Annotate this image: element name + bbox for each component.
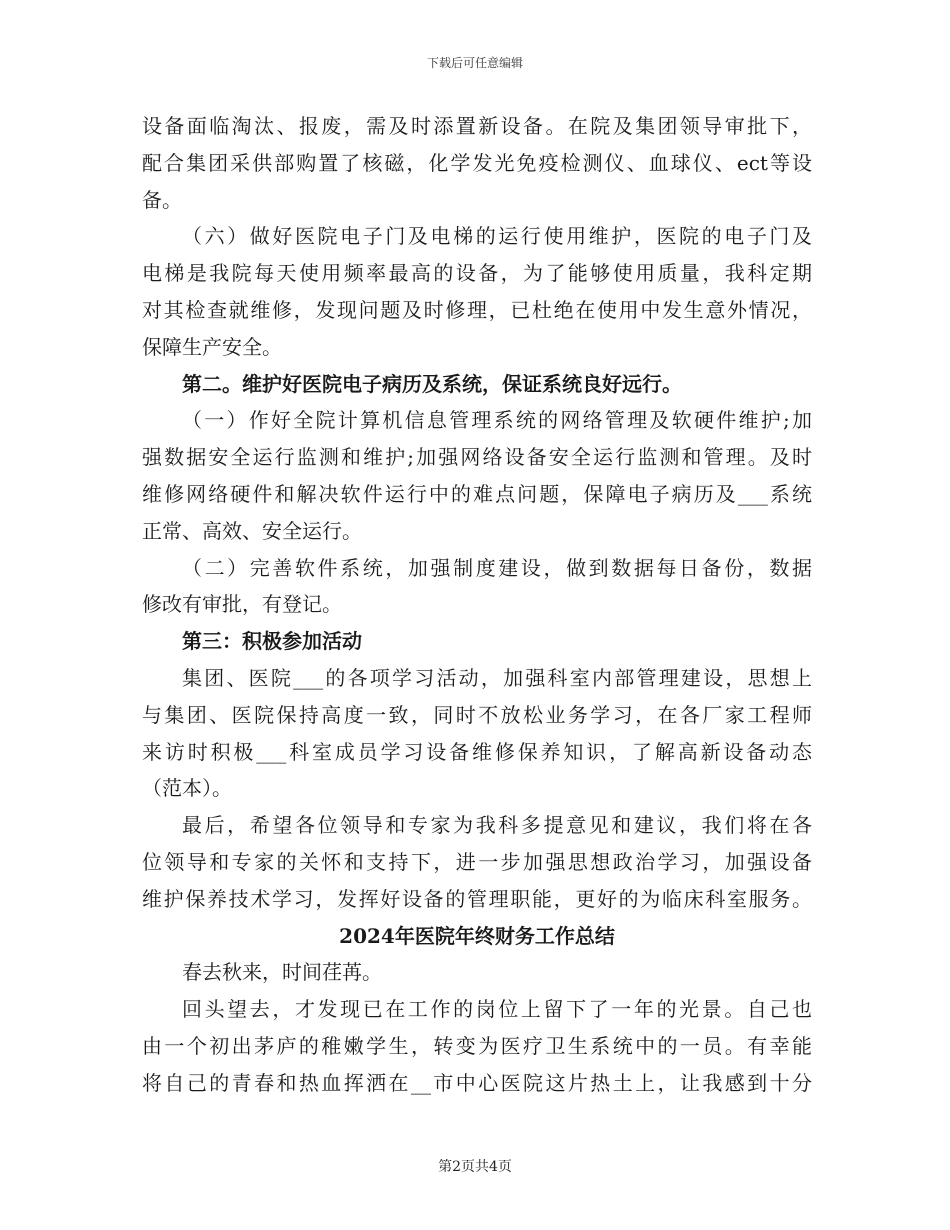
paragraph-line: 维修网络硬件和解决软件运行中的难点问题，保障电子病历及___系统 bbox=[142, 481, 812, 506]
paragraph-line: 强数据安全运行监测和维护;加强网络设备安全运行监测和管理。及时 bbox=[142, 445, 812, 470]
paragraph-line: （一）作好全院计算机信息管理系统的网络管理及软硬件维护;加 bbox=[182, 408, 812, 433]
section-heading: 第二。维护好医院电子病历及系统，保证系统良好远行。 bbox=[182, 371, 682, 396]
paragraph-line: （范本）。 bbox=[142, 776, 232, 801]
paragraph-line: 回头望去，才发现已在工作的岗位上留下了一年的光景。自己也 bbox=[182, 997, 812, 1022]
paragraph-line: 集团、医院___的各项学习活动，加强科室内部管理建设，思想上 bbox=[182, 665, 812, 690]
paragraph-line: 保障生产安全。 bbox=[142, 334, 282, 359]
section-heading: 第三：积极参加活动 bbox=[182, 629, 362, 654]
paragraph-line: 修改有审批，有登记。 bbox=[142, 592, 342, 617]
paragraph-line: （二）完善软件系统，加强制度建设，做到数据每日备份，数据 bbox=[182, 555, 812, 580]
paragraph-line: 维护保养技术学习，发挥好设备的管理职能，更好的为临床科室服务。 bbox=[142, 886, 812, 911]
section-title: 2024年医院年终财务工作总结 bbox=[339, 923, 615, 948]
page-footer: 第2页共4页 bbox=[438, 1159, 512, 1175]
paragraph-line: 备。 bbox=[142, 187, 182, 212]
document-body bbox=[142, 108, 812, 1102]
paragraph-line: 配合集团采供部购置了核磁，化学发光免疫检测仪、血球仪、ect等设 bbox=[142, 150, 812, 175]
paragraph-line: 最后，希望各位领导和专家为我科多提意见和建议，我们将在各 bbox=[182, 813, 812, 838]
paragraph-line: 将自己的青春和热血挥洒在__市中心医院这片热土上，让我感到十分 bbox=[142, 1070, 812, 1095]
paragraph-line: 对其检查就维修，发现问题及时修理，已杜绝在使用中发生意外情况， bbox=[142, 297, 812, 322]
paragraph-line: 设备面临淘汰、报废，需及时添置新设备。在院及集团领导审批下， bbox=[142, 114, 812, 138]
paragraph-line: 来访时积极___科室成员学习设备维修保养知识，了解高新设备动态 bbox=[142, 739, 812, 764]
paragraph-line: 由一个初出茅庐的稚嫩学生，转变为医疗卫生系统中的一员。有幸能 bbox=[142, 1033, 812, 1058]
paragraph-line: 正常、高效、安全运行。 bbox=[142, 518, 362, 543]
paragraph-line: 与集团、医院保持高度一致，同时不放松业务学习，在各厂家工程师 bbox=[142, 702, 812, 727]
page-header: 下载后可任意编辑 bbox=[426, 56, 523, 70]
paragraph-line: 春去秋来，时间荏苒。 bbox=[182, 960, 382, 985]
paragraph-line: （六）做好医院电子门及电梯的运行使用维护，医院的电子门及 bbox=[182, 224, 812, 249]
paragraph-line: 位领导和专家的关怀和支持下，进一步加强思想政治学习，加强设备 bbox=[142, 849, 812, 874]
paragraph-line: 电梯是我院每天使用频率最高的设备，为了能够使用质量，我科定期 bbox=[142, 261, 812, 286]
